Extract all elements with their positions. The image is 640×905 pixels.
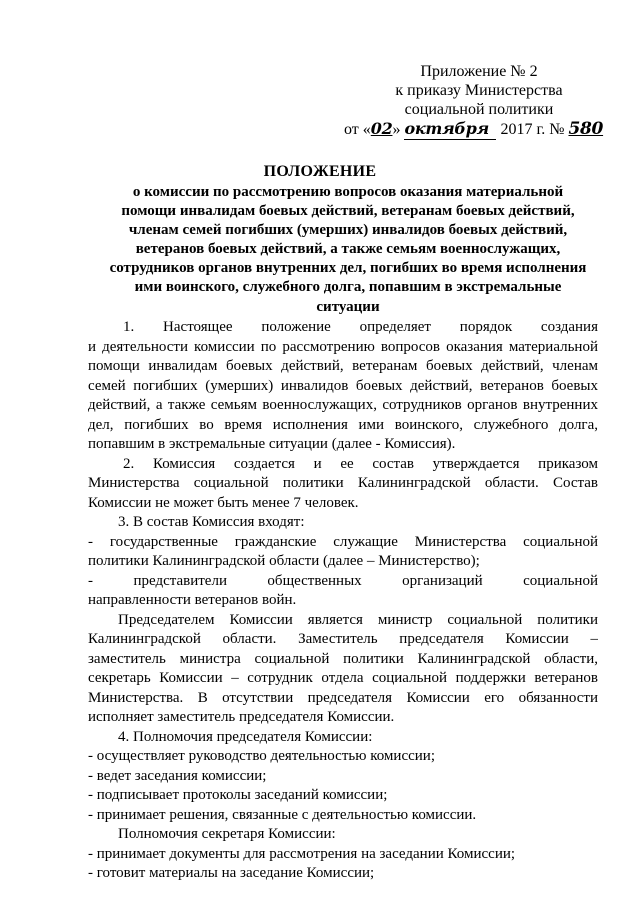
subtitle-line: помощи инвалидам боевых действий, ветеранам боевых действий, bbox=[121, 203, 575, 220]
body-line: политики Калининградской области (далее – Министерство); bbox=[88, 553, 480, 569]
date-prefix: от « bbox=[344, 121, 371, 138]
body-line: - принимает решения, связанные с деятельностью комиссии. bbox=[88, 806, 477, 823]
document-subtitle bbox=[88, 183, 608, 317]
body-line: попавшим в экстремальные ситуации (далее - Комиссия). bbox=[88, 436, 456, 452]
ministry-name: социальной политики bbox=[404, 101, 554, 118]
body-line: заместитель министра социальной политики Калининградской области, bbox=[88, 650, 598, 667]
subtitle-line: ветеранов боевых действий, а также семьям военнослужащих, bbox=[135, 241, 561, 258]
body-line: помощи инвалидам боевых действий, ветеранам боевых действий, членам bbox=[88, 358, 598, 374]
body-line: - осуществляет руководство деятельностью комиссии; bbox=[88, 748, 435, 764]
date-mid: » bbox=[392, 121, 401, 138]
body-line: дел, погибших во время исполнения ими воинского, служебного долга, bbox=[88, 416, 598, 433]
body-line: исполняет заместитель председателя Комиссии. bbox=[88, 709, 395, 725]
appendix-number: Приложение № 2 bbox=[420, 63, 538, 80]
handwritten-month: октября bbox=[404, 119, 489, 138]
subtitle-line: ситуации bbox=[316, 298, 380, 315]
body-line: - принимает документы для рассмотрения на заседании Комиссии; bbox=[88, 845, 516, 862]
body-line: действий, а также семьям военнослужащих, сотрудников органов внутренних bbox=[88, 397, 598, 413]
body-line: Министерства социальной политики Калининградской области. Состав bbox=[88, 475, 598, 491]
body-line: семей погибших (умерших) инвалидов боевых действий, ветеранов боевых bbox=[88, 377, 598, 394]
handwritten-order-number: 580 bbox=[568, 119, 604, 139]
body-line: секретарь Комиссии – сотрудник отдела социальной поддержки ветеранов bbox=[88, 670, 598, 686]
body-line: 4. Полномочия председателя Комиссии: bbox=[118, 728, 373, 745]
order-date-line bbox=[344, 119, 614, 140]
month-blank bbox=[404, 119, 496, 140]
appendix-header bbox=[344, 62, 614, 140]
body-line: и деятельности комиссии по рассмотрению вопросов оказания материальной bbox=[88, 338, 598, 355]
subtitle-line: членам семей погибших (умерших) инвалидов боевых действий, bbox=[128, 222, 568, 239]
body-line: Полномочия секретаря Комиссии: bbox=[118, 826, 336, 842]
subtitle-line: сотрудников органов внутренних дел, погибших во время исполнения bbox=[109, 260, 587, 277]
document-title: ПОЛОЖЕНИЕ bbox=[263, 163, 377, 180]
body-line: 1. Настоящее положение определяет порядок создания bbox=[123, 319, 598, 335]
body-line: - готовит материалы на заседание Комиссии; bbox=[88, 865, 375, 881]
body-line: - подписывает протоколы заседаний комиссии; bbox=[88, 787, 388, 803]
body-line: Министерства. В отсутствии председателя Комиссии его обязанности bbox=[88, 689, 598, 706]
body-line: Калининградской области. Заместитель председателя Комиссии – bbox=[88, 631, 598, 647]
body-line: - государственные гражданские служащие Министерства социальной bbox=[88, 533, 598, 550]
body-line: 2. Комиссия создается и ее состав утверждается приказом bbox=[123, 455, 598, 472]
body-line: Председателем Комиссии является министр социальной политики bbox=[118, 611, 598, 628]
body-line: - ведет заседания комиссии; bbox=[88, 767, 267, 784]
body-line: 3. В состав Комиссия входят: bbox=[118, 514, 305, 530]
document-body bbox=[88, 318, 598, 884]
order-year: 2017 г. № bbox=[500, 121, 565, 138]
body-line: Комиссии не может быть менее 7 человек. bbox=[88, 494, 359, 511]
handwritten-day: 02 bbox=[370, 119, 393, 138]
subtitle-line: о комиссии по рассмотрению вопросов оказания материальной bbox=[132, 184, 564, 200]
body-line: направленности ветеранов войн. bbox=[88, 592, 297, 608]
order-reference: к приказу Министерства bbox=[395, 82, 563, 99]
subtitle-line: ими воинского, служебного долга, попавшим в экстремальные bbox=[134, 279, 562, 296]
body-line: - представители общественных организаций социальной bbox=[88, 572, 598, 589]
